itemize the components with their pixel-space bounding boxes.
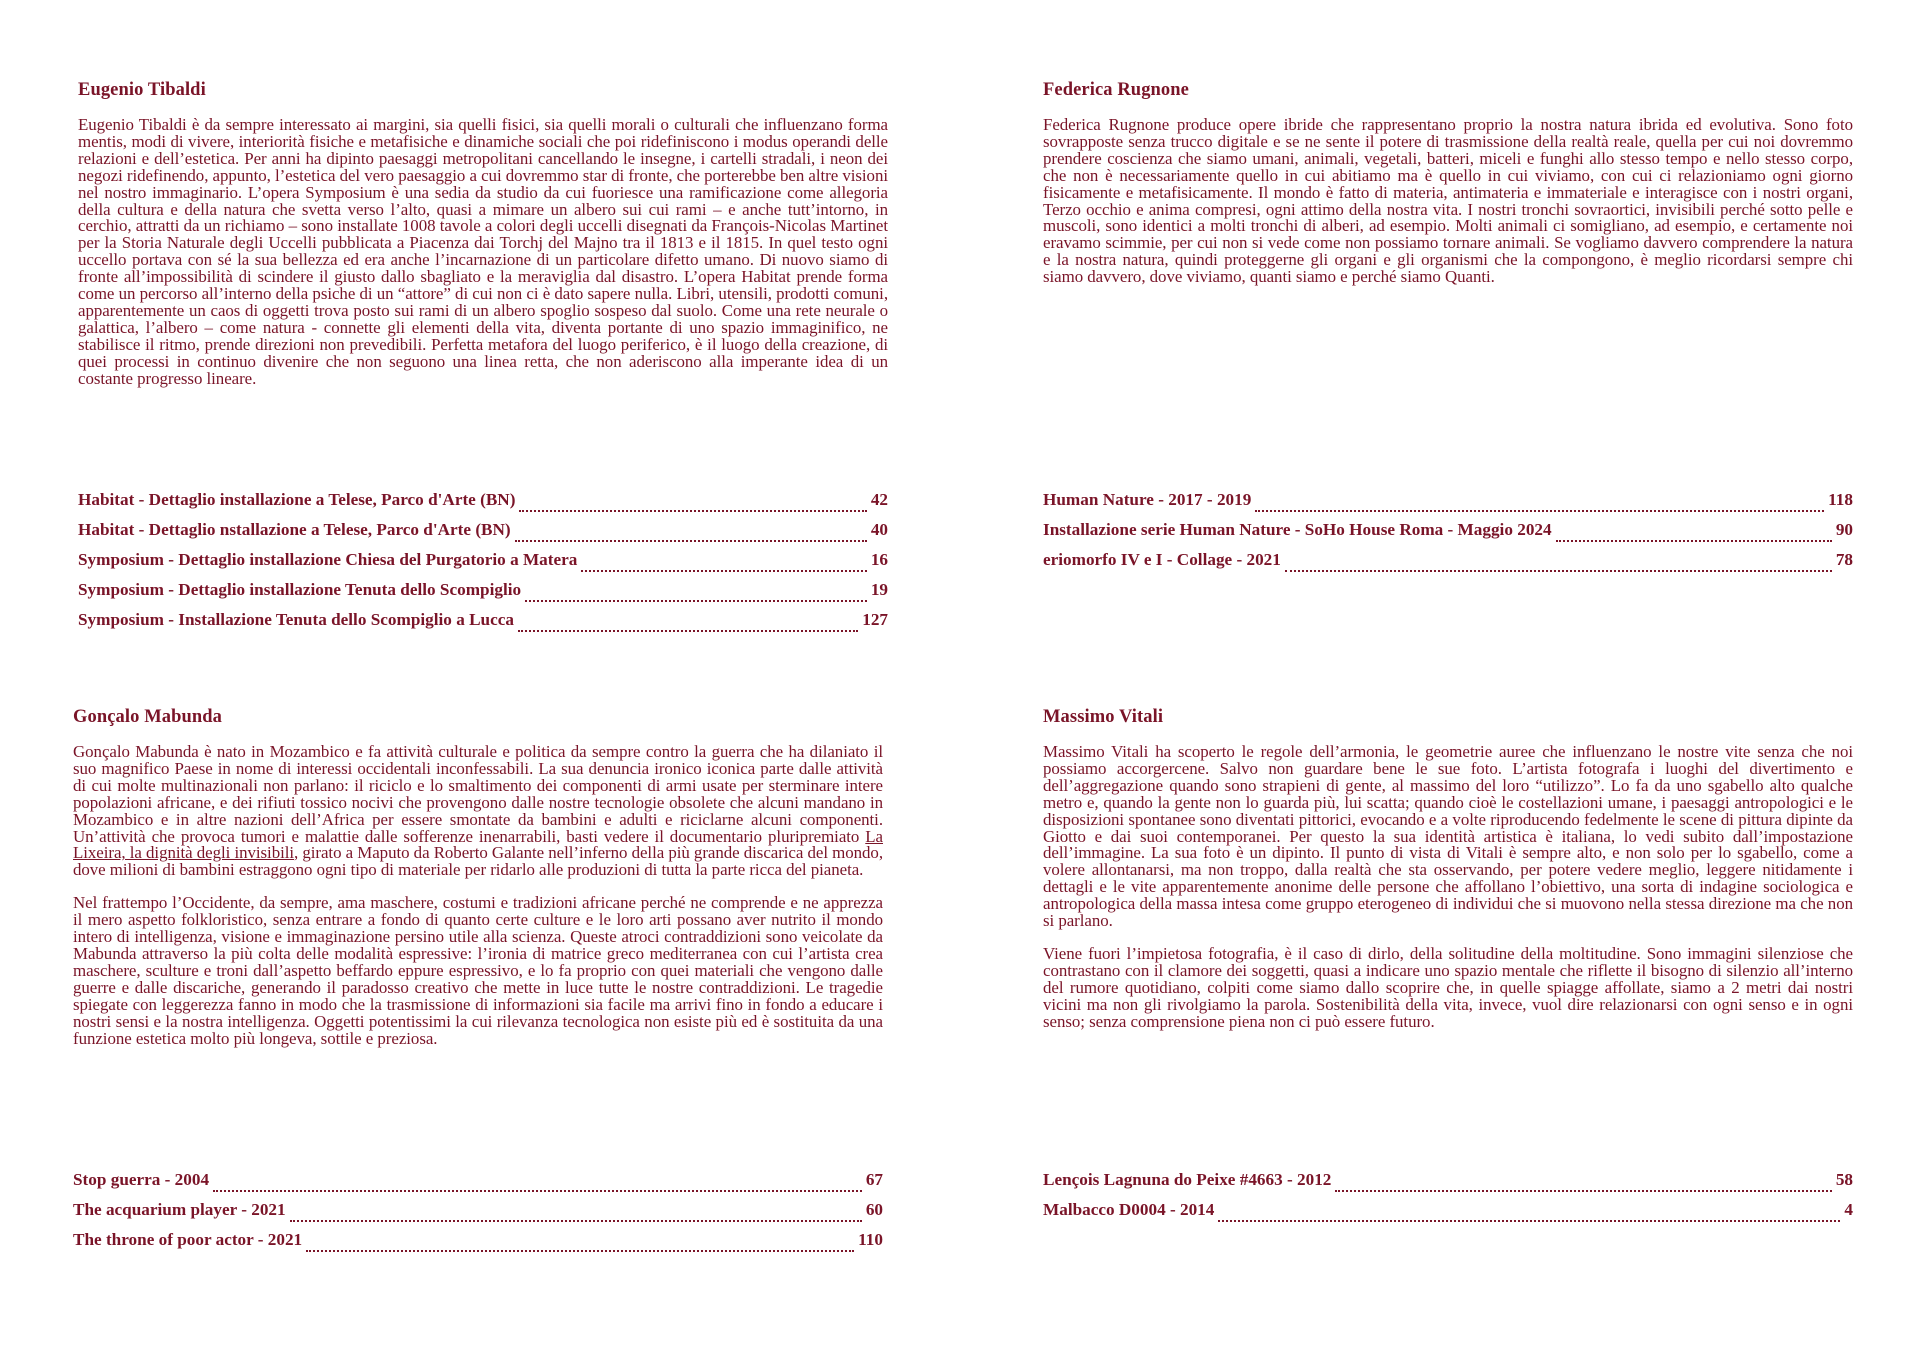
toc-page: 118 xyxy=(1828,490,1853,509)
toc-leader xyxy=(1218,1220,1840,1222)
toc-entry[interactable] xyxy=(1043,520,1853,550)
toc-leader xyxy=(581,570,866,572)
section-rugnone xyxy=(1043,80,1853,302)
toc-leader xyxy=(306,1250,854,1252)
section-vitali xyxy=(1043,707,1853,1047)
toc-title: Stop guerra - 2004 xyxy=(73,1170,210,1189)
toc-mabunda xyxy=(73,1170,883,1260)
artist-bio: Viene fuori l’impietosa fotografia, è il caso di dirlo, della solitudine della moltitudine. Sono immagini silenziose che contrastano con il clamore dei soggetti, quasi a indicare uno spazio mentale che riflette il bisogno di silenzio all’interno del rumore quotidiano, colpiti come siamo dallo scoprire che, in quelle spiagge affollate, siamo a 2 metri dai nostri vicini ma non gli rivolgiamo la parola. Sostenibilità della vita, invece, vuol dire relazionarsi con ogni senso e in ogni senso; senza comprensione piena non ci può essere futuro. xyxy=(1043,943,1853,1031)
documentary-link[interactable]: La Lixeira, la dignità degli invisibili xyxy=(73,826,883,863)
toc-entry[interactable] xyxy=(73,1200,883,1230)
toc-title: Habitat - Dettaglio installazione a Telese, Parco d'Arte (BN) xyxy=(78,490,516,509)
toc-page: 19 xyxy=(870,580,888,599)
toc-leader xyxy=(519,510,866,512)
artist-name: Massimo Vitali xyxy=(1043,707,1164,727)
toc-entry[interactable] xyxy=(78,550,888,580)
artist-bio: Federica Rugnone produce opere ibride che rappresentano proprio la nostra natura ibrida ed evolutiva. Sono foto sovrapposte senza trucco digitale e se ne sente il potere di trasmissione della realtà reale, quella per cui noi dovremmo prendere coscienza che siamo umani, animali, vegetali, batteri, miceli e funghi allo stesso tempo e nello stesso corpo, che non è necessariamente quello in cui abitiamo ma è quello in cui viviamo, con cui ci relazioniamo ogni giorno fisicamente e metafisicamente. Il mondo è fatto di materia, antimateria e immateriale e interagisce con i nostri organi, Terzo occhio e anima compresi, ogni attimo della nostra vita. I nostri tronchi sovraortici, invisibili perché sotto pelle e muscoli, sono identici a molti tronchi di alberi, ad esempio. Molti animali ci somigliano, ad esempio, e certamente noi eravamo scimmie, per cui non si vede come non possiamo tornare animali. Se vogliamo davvero comprendere la natura e la nostra natura, quindi proteggerne gli organi e gli organismi che la compongono, è meglio ricordarsi sempre chi siamo davvero, dove viviamo, quanti siamo e perché siamo Quanti. xyxy=(1043,115,1853,287)
toc-page: 4 xyxy=(1844,1200,1853,1219)
artist-bio xyxy=(73,744,883,879)
toc-entry[interactable] xyxy=(1043,490,1853,520)
toc-title: Habitat - Dettaglio nstallazione a Telese, Parco d'Arte (BN) xyxy=(78,520,511,539)
toc-title: The throne of poor actor - 2021 xyxy=(73,1230,303,1249)
toc-page: 90 xyxy=(1835,520,1853,539)
artist-name: Gonçalo Mabunda xyxy=(73,707,223,727)
toc-page: 78 xyxy=(1835,550,1853,569)
toc-leader xyxy=(518,630,858,632)
toc-page: 58 xyxy=(1835,1170,1853,1189)
toc-title: Installazione serie Human Nature - SoHo House Roma - Maggio 2024 xyxy=(1043,520,1552,539)
toc-page: 110 xyxy=(858,1230,883,1249)
toc-entry[interactable] xyxy=(78,610,888,640)
toc-leader xyxy=(213,1190,862,1192)
toc-vitali xyxy=(1043,1170,1853,1230)
toc-title: eriomorfo IV e I - Collage - 2021 xyxy=(1043,550,1281,569)
toc-title: The acquarium player - 2021 xyxy=(73,1200,286,1219)
section-mabunda xyxy=(73,707,883,1063)
toc-page: 40 xyxy=(870,520,888,539)
toc-leader xyxy=(290,1220,862,1222)
section-tibaldi xyxy=(78,80,888,404)
toc-title: Lençois Lagnuna do Peixe #4663 - 2012 xyxy=(1043,1170,1332,1189)
toc-title: Symposium - Installazione Tenuta dello Scompiglio a Lucca xyxy=(78,610,514,629)
toc-page: 60 xyxy=(865,1200,883,1219)
toc-entry[interactable] xyxy=(78,490,888,520)
toc-leader xyxy=(1556,540,1832,542)
toc-entry[interactable] xyxy=(78,580,888,610)
artist-bio: Massimo Vitali ha scoperto le regole dell’armonia, le geometrie auree che influenzano le nostre vite senza che noi possiamo accorgercene. Salvo non guardare bene le sue foto. L’artista fotografa i luoghi del divertimento e dell’aggregazione quando sono strapieni di gente, al massimo del loro “utilizzo”. Lo fa da uno sgabello alto qualche metro e, quando la gente non lo guarda più, lui scatta; quando cioè le costellazioni umane, i paesaggi antropologici e le disposizioni spontanee sono diventati pittorici, evocando e a volte riproducendo fedelmente le scene di pittura dipinte da Giotto e dai suoi contemporanei. Per questo la sua identità artistica è italiana, lo vedi subito dall’impostazione dell’immagine. La sua foto è un dipinto. Il punto di vista di Vitali è sempre alto, e non solo per lo sgabello, come a volere allontanarsi, ma non troppo, dalla realtà che sta osservando, per potere vedere meglio, leggere nitidamente i dettagli e le vite apparentemente anonime delle persone che affollano l’obiettivo, una sorta di indagine sociologica e antropologica della massa intesa come gruppo eterogeneo di individui che si muovono nella stessa direzione ma che non si parlano. xyxy=(1043,742,1853,931)
toc-leader xyxy=(1335,1190,1831,1192)
toc-page: 42 xyxy=(870,490,888,509)
toc-title: Symposium - Dettaglio installazione Chiesa del Purgatorio a Matera xyxy=(78,550,578,569)
toc-entry[interactable] xyxy=(73,1230,883,1260)
artist-name: Federica Rugnone xyxy=(1043,80,1189,100)
toc-leader xyxy=(1255,510,1824,512)
toc-tibaldi xyxy=(78,490,888,640)
toc-rugnone xyxy=(1043,490,1853,580)
toc-title: Human Nature - 2017 - 2019 xyxy=(1043,490,1252,509)
bio-text: Gonçalo Mabunda è nato in Mozambico e fa attività culturale e politica da sempre contro la guerra che ha dilaniato il suo magnifico Paese in nome di interessi occidentali inconfessabili. La sua denuncia ironico iconica parte dalle attività di cui molte multinazionali non parlano: il riciclo e lo smaltimento dei componenti di armi usate per sterminare intere popolazioni africane, e dei rifiuti tossico nocivi che provengono dalle nostre tecnologie obsolete che alcuni mandano in Mozambico e in altre nazioni dell’Africa per essere smontate da bambini e adulti e riciclarne alcuni componenti. Un’attività che provoca tumori e malattie dalle sofferenze inenarrabili, basti vedere il documentario pluripremiato xyxy=(73,742,883,846)
artist-name: Eugenio Tibaldi xyxy=(78,80,206,100)
toc-entry[interactable] xyxy=(1043,1170,1853,1200)
toc-entry[interactable] xyxy=(73,1170,883,1200)
toc-page: 16 xyxy=(870,550,888,569)
toc-leader xyxy=(1285,570,1832,572)
toc-entry[interactable] xyxy=(1043,1200,1853,1230)
artist-bio: Eugenio Tibaldi è da sempre interessato ai margini, sia quelli fisici, sia quelli morali o culturali che influenzano forma mentis, modi di vivere, interiorità fisiche e metafisiche e dinamiche sociali che poi ridefiniscono i modus operandi delle relazioni e dell’estetica. Per anni ha dipinto paesaggi metropolitani cancellando le insegne, i cartelli stradali, i neon dei negozi ridefinendo, appunto, l’estetica del vero paesaggio a cui dovremmo star di fronte, che porterebbe ben altre visioni nel nostro immaginario. L’opera Symposium è una sedia da studio da cui fuoriesce una ramificazione come allegoria della cultura e della natura che svetta verso l’alto, quasi a mimare un albero sui cui rami – e anche tutt’intorno, in cerchio, attratti da un richiamo – sono installate 1008 tavole a colori degli uccelli disegnati da François-Nicolas Martinet per la Storia Naturale degli Uccelli pubblicata a Piacenza dai Torchj del Majno tra il 1813 e il 1815. In quel testo ogni uccello portava con sé la sua bellezza ed era anche l’incarnazione di un particolare difetto umano. Di nuovo siamo di fronte all’impossibilità di scindere il giusto dallo sbagliato e la meraviglia dal disastro. L’opera Habitat prende forma come un percorso all’interno della psiche di un “attore” di cui non ci è dato sapere nulla. Libri, utensili, prodotti comuni, apparentemente un caos di oggetti trova posto sui rami di un albero spoglio sospeso dal suolo. Come una rete neurale o galattica, l’albero – come natura - connette gli elementi della vita, diventa portante di uno spazio immaginifico, ne stabilisce il ritmo, prende direzioni non prevedibili. Perfetta metafora del luogo periferico, è il luogo della creazione, di quei processi in continuo divenire che non seguono una linea retta, che non aderiscono alla imperante idea di un costante progresso lineare. xyxy=(78,115,888,388)
bio-text: , girato a Maputo da Roberto Galante nell’inferno della più grande discarica del mondo, dove milioni di bambini estraggono ogni tipo di materiale per ridarlo alle produzioni di tutta la parte ricca del pianeta. xyxy=(73,843,883,880)
toc-entry[interactable] xyxy=(78,520,888,550)
toc-title: Malbacco D0004 - 2014 xyxy=(1043,1200,1215,1219)
toc-entry[interactable] xyxy=(1043,550,1853,580)
toc-leader xyxy=(515,540,867,542)
toc-page: 67 xyxy=(865,1170,883,1189)
artist-bio: Nel frattempo l’Occidente, da sempre, ama maschere, costumi e tradizioni africane perché ne comprende e ne apprezza il mero aspetto folkloristico, senza entrare a fondo di quanto certe culture e le loro arti possano aver nutrito il mondo intero di intelligenza, visione e immaginazione persino utile alla scienza. Queste atroci contraddizioni sono veicolate da Mabunda attraverso la più colta delle modalità espressive: l’ironia di matrice greco mediterranea con cui l’artista crea maschere, sculture e troni dall’aspetto beffardo eppure espressivo, e lo fa proprio con quei materiali che vengono dalle guerre e dalle discariche, generando il paradosso creativo che mette in luce tutte le nostre contraddizioni. Le tragedie spiegate con leggerezza fanno in modo che la trasmissione di informazioni sia facile ma arrivi fino in fondo a educare i nostri sensi e la nostra intelligenza. Oggetti potentissimi la cui rilevanza tecnologica non esiste più ed è sostituita da una funzione estetica molto più longeva, sottile e preziosa. xyxy=(73,893,883,1048)
toc-leader xyxy=(525,600,867,602)
toc-title: Symposium - Dettaglio installazione Tenuta dello Scompiglio xyxy=(78,580,522,599)
toc-page: 127 xyxy=(862,610,888,629)
